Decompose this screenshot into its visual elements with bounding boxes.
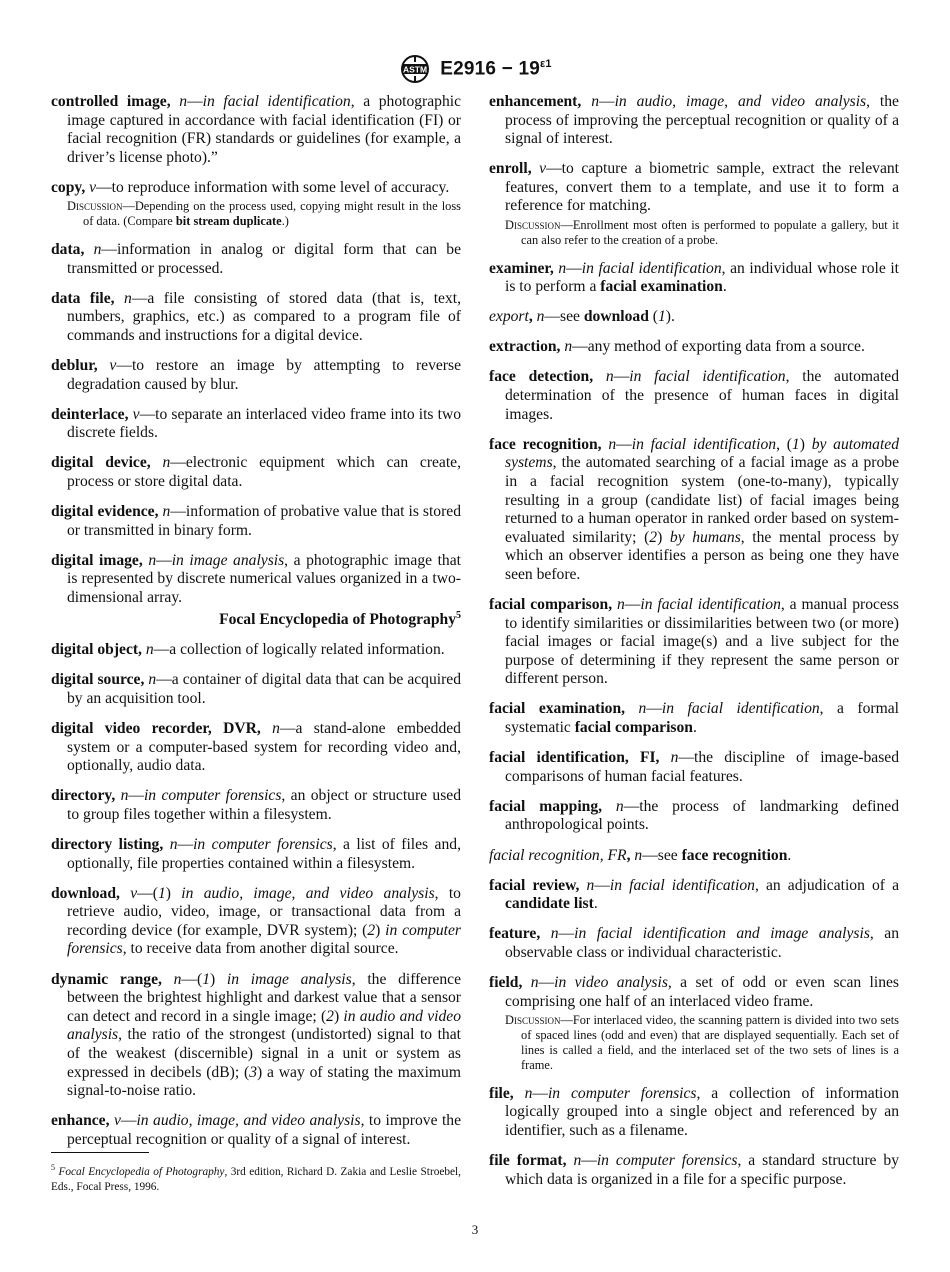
text-run: —a collection of logically related information.: [153, 641, 445, 659]
entry-term: facial review,: [489, 876, 580, 894]
glossary-entry: [489, 1152, 899, 1189]
text-run: —: [581, 1151, 597, 1169]
entry-term: download,: [51, 884, 120, 902]
text-run: —: [613, 368, 630, 386]
text-run: n: [558, 259, 567, 277]
entry-term: facial identification, FI,: [489, 749, 660, 767]
text-run: —to capture a biometric sample, extract the relevant features, convert them to a template, and use it to form a reference for matching.: [505, 160, 899, 215]
text-run: n: [162, 454, 171, 472]
text-run: —information of probative value that is stored or transmitted in binary form.: [67, 503, 461, 539]
text-run: by automated systems: [505, 435, 899, 472]
text-run: —: [128, 787, 144, 805]
glossary-entry: [489, 1085, 899, 1141]
text-run: 3: [249, 1063, 257, 1081]
text-run: —: [120, 1112, 137, 1130]
footnote-marker: 5: [456, 610, 461, 622]
text-run: , an object or structure used to group files together within a filesystem.: [67, 787, 461, 823]
edition-epsilon: ε1: [539, 57, 552, 70]
text-run: Discussion: [67, 199, 123, 214]
glossary-entry: [489, 974, 899, 1073]
text-run: , a set of odd or even scan lines comprising one half of an interlaced video frame.: [505, 973, 899, 1010]
text-run: —Depending on the process used, copying might result in the loss of data. (Compare: [83, 199, 461, 229]
text-run: , a photographic image that is represented by discrete numerical values organized in a two-dimensional array.: [67, 551, 461, 606]
text-run: in audio, image, and video analysis: [614, 93, 867, 110]
glossary-entry: [489, 877, 899, 914]
entry-definition: [505, 974, 899, 1010]
entry-term: digital object,: [51, 641, 142, 659]
text-run: , the ratio of the strongest (undistorted) signal to that of the weakest (discernible) signal in a unit or system as expressed in decibels (dB); (: [67, 1026, 461, 1081]
text-run: —see: [642, 846, 682, 864]
entry-term: facial mapping,: [489, 797, 603, 815]
glossary-entry: [489, 700, 899, 737]
text-run: n: [638, 700, 647, 718]
text-run: in audio, image, and video analysis: [136, 1112, 361, 1130]
text-run: , an adjudication of a: [754, 876, 900, 894]
text-run: —the process of landmarking defined anthropological points.: [505, 797, 899, 834]
text-run: —Enrollment most often is performed to populate a gallery, but it can also refer to the creation of a probe.: [521, 218, 899, 248]
text-run: ): [333, 1007, 344, 1025]
entry-term: enroll,: [489, 160, 532, 178]
entry-term: deblur,: [51, 356, 98, 374]
text-run: —to separate an interlaced video frame into its two discrete fields.: [67, 405, 461, 442]
text-run: —: [532, 1084, 548, 1102]
glossary-entry: [51, 1112, 461, 1149]
glossary-entry: [51, 885, 461, 959]
entry-definition: [564, 338, 865, 355]
text-run: in computer forensics: [596, 1151, 738, 1169]
entry-term: facial examination,: [489, 700, 626, 718]
glossary-entry: [489, 436, 899, 585]
text-run: in facial identification: [661, 700, 820, 718]
glossary-entry: [489, 798, 899, 835]
entry-term: ,: [528, 308, 533, 326]
entry-term: directory listing,: [51, 836, 164, 853]
text-run: .: [593, 895, 598, 913]
text-run: in facial identification: [629, 368, 786, 386]
entry-term: face recognition,: [489, 435, 602, 453]
text-run: ) a way of stating the maximum signal-to-noise ratio.: [67, 1063, 461, 1100]
text-run: facial examination: [600, 278, 723, 296]
text-run: bit stream duplicate: [175, 214, 282, 229]
glossary-entry: [489, 338, 899, 357]
entry-term: directory,: [51, 787, 116, 805]
entry-definition: [146, 641, 445, 658]
glossary-entry: [51, 787, 461, 824]
text-run: n: [634, 846, 643, 864]
text-run: —: [646, 700, 662, 718]
entry-term: face detection,: [489, 368, 594, 386]
text-run: v: [539, 160, 547, 178]
text-run: download: [583, 308, 649, 326]
text-run: by humans: [669, 528, 741, 546]
text-run: 1: [157, 884, 166, 902]
text-run: in computer forensics: [193, 836, 333, 853]
text-run: n: [148, 671, 157, 689]
text-run: —: [566, 259, 582, 277]
text-run: 1: [791, 435, 800, 453]
text-run: ): [799, 435, 812, 453]
glossary-entry: [51, 179, 461, 230]
glossary-entry: [51, 720, 461, 776]
text-run: Focal Encyclopedia of Photography: [58, 1165, 225, 1178]
text-run: in facial identification: [609, 876, 755, 894]
glossary-entry: [51, 503, 461, 540]
text-run: candidate list: [505, 895, 594, 913]
text-run: n: [615, 797, 624, 815]
text-run: .: [692, 719, 697, 737]
text-run: n: [272, 720, 280, 738]
entry-term: digital device,: [51, 454, 151, 472]
text-run: n: [179, 93, 188, 110]
entry-term: file format,: [489, 1151, 567, 1169]
text-run: , 3rd edition, Richard D. Zakia and Leslie Stroebel, Eds., Focal Press, 1996.: [51, 1165, 461, 1194]
text-run: , the difference between the brightest highlight and darkest value that a sensor can detect and record in a single image; (: [67, 970, 461, 1025]
text-run: in video analysis: [554, 973, 668, 991]
text-run: —a stand-alone embedded system or a computer-based system for recording video and, optionally, audio data.: [67, 720, 461, 775]
standard-designation: $E2916 - 19^{\varepsilon 1}$: [440, 57, 552, 80]
text-run: 2: [649, 528, 658, 546]
text-run: n: [605, 368, 614, 386]
entry-definition: [67, 971, 461, 1100]
text-run: , an observable class or individual characteristic.: [505, 925, 899, 961]
text-run: in image analysis: [171, 551, 285, 569]
text-run: ): [657, 528, 670, 546]
footnote-text: [51, 1166, 461, 1194]
text-run: 1: [202, 970, 211, 988]
text-run: —(: [181, 970, 203, 988]
glossary-entry: [489, 260, 899, 297]
text-run: n: [608, 435, 617, 453]
text-run: —see: [544, 308, 584, 326]
glossary-entry: [51, 241, 461, 278]
footnote-marker: 5: [51, 1163, 55, 1172]
entry-definition: [505, 260, 899, 296]
text-run: n: [536, 308, 545, 326]
text-run: .): [281, 214, 289, 229]
entry-definition: [537, 308, 675, 325]
entry-term: deinterlace,: [51, 405, 129, 423]
text-run: —For interlaced video, the scanning pattern is divided into two sets of spaced lines (odd and even) that are displayed sequentially. Each set of lines is called a field, and the interlaced set of the two sets of lines is a frame.: [521, 1013, 899, 1073]
entry-definition: [505, 436, 899, 583]
text-run: n: [124, 289, 132, 307]
text-run: —any method of exporting data from a source.: [572, 338, 865, 356]
text-run: —a container of digital data that can be acquired by an acquisition tool.: [67, 671, 461, 707]
text-run: n: [524, 1084, 533, 1102]
text-run: in computer forensics: [547, 1084, 697, 1102]
text-run: v: [113, 1112, 121, 1130]
text-run: v: [132, 405, 140, 423]
entry-term-italic: export: [489, 308, 529, 326]
astm-logo-icon: [398, 54, 432, 84]
text-run: , a manual process to identify similarities or dissimilarities between two (or more) facial images or facial image(s) and a live subject for the purpose of determining if they represent the same person or different person.: [505, 595, 899, 688]
text-run: —to restore an image by attempting to reverse degradation caused by blur.: [67, 356, 461, 393]
entry-term: data file,: [51, 289, 115, 307]
text-run: , a standard structure by which data is organized in a file for a specific purpose.: [505, 1151, 899, 1188]
text-run: , an individual whose role it is to perform a: [505, 259, 899, 296]
footnote: [51, 1160, 461, 1196]
right-column: [489, 93, 899, 1201]
text-run: n: [162, 503, 171, 520]
text-run: —: [177, 836, 194, 853]
glossary-entry: [489, 847, 899, 866]
text-run: in computer forensics: [143, 787, 282, 805]
text-run: —: [599, 93, 615, 110]
entry-definition: [505, 1085, 899, 1139]
text-run: in facial identification: [581, 259, 722, 277]
text-run: ): [165, 884, 182, 902]
entry-term: digital source,: [51, 671, 145, 689]
text-run: n: [93, 240, 102, 258]
entry-term: enhance,: [51, 1112, 110, 1130]
entry-term: file,: [489, 1084, 514, 1102]
entry-term: examiner,: [489, 259, 554, 277]
glossary-entry: [51, 552, 461, 608]
entry-term: feature,: [489, 925, 541, 943]
entry-term: digital evidence,: [51, 503, 159, 520]
text-run: —: [187, 93, 203, 110]
entry-term: controlled image,: [51, 93, 171, 110]
entry-term: digital image,: [51, 551, 143, 569]
page-number: 3: [471, 1222, 479, 1237]
text-run: —electronic equipment which can create, process or store digital data.: [67, 454, 462, 490]
glossary-entry: [489, 749, 899, 786]
text-run: in computer forensics: [67, 921, 461, 958]
entry-discussion: [505, 218, 899, 248]
entry-definition: [89, 179, 449, 196]
entry-term: digital video recorder, DVR,: [51, 720, 261, 738]
entry-term: data,: [51, 240, 85, 258]
text-run: in image analysis: [226, 970, 352, 988]
text-run: n: [670, 749, 679, 767]
entry-term: copy,: [51, 178, 86, 196]
text-run: n: [586, 876, 595, 894]
entry-definition: [67, 1112, 461, 1148]
text-run: —: [558, 925, 575, 943]
text-run: in audio, image, and video analysis: [181, 884, 435, 902]
text-run: —: [156, 551, 172, 569]
entry-definition: [505, 160, 899, 214]
text-run: —(: [137, 884, 158, 902]
svg-text:ASTM: ASTM: [403, 64, 428, 75]
text-run: , a list of files and, optionally, file properties contained within a filesystem.: [67, 836, 461, 872]
text-run: —a file consisting of stored data (that is, text, numbers, graphics, etc.) as compared to a program file of commands and instructions for a digital device.: [67, 289, 462, 344]
glossary-entry: [51, 836, 461, 873]
text-run: , a collection of information logically grouped into a single object and referenced by an identifier, such as a filename.: [505, 1084, 899, 1139]
text-run: n: [148, 551, 157, 569]
text-run: , the automated determination of the presence of human faces in digital images.: [505, 368, 900, 423]
glossary-entry: [51, 971, 461, 1101]
text-run: —the discipline of image-based comparisons of human facial features.: [505, 749, 899, 785]
glossary-entry: [51, 357, 461, 394]
entry-term: enhancement,: [489, 93, 582, 110]
glossary-entry: [51, 671, 461, 708]
text-run: v: [109, 356, 117, 374]
text-run: Discussion: [505, 1013, 561, 1028]
text-run: —: [616, 435, 632, 453]
text-run: 2: [326, 1007, 334, 1025]
entry-definition: [634, 847, 791, 864]
text-run: , a formal systematic: [505, 700, 899, 737]
entry-definition: [67, 357, 461, 393]
glossary-entry: [51, 641, 461, 660]
glossary-entry: [51, 454, 461, 491]
glossary-entry: [489, 596, 899, 689]
entry-term: facial comparison,: [489, 595, 613, 613]
text-run: , the process of improving the perceptual recognition or quality of a signal of interest.: [505, 93, 899, 148]
text-run: , a photographic image captured in accordance with facial identification (FI) or facial recognition (FR) standards or guidelines (for example, a driver’s license photo).”: [67, 93, 462, 166]
text-run: in facial identification and image analysis: [574, 925, 870, 943]
entry-definition: [67, 885, 461, 958]
text-run: in facial identification: [202, 93, 351, 110]
glossary-entry: [489, 160, 899, 248]
text-run: v: [89, 178, 97, 196]
text-run: v: [130, 884, 138, 902]
text-run: in facial identification: [631, 435, 777, 453]
text-run: 1: [657, 308, 666, 326]
source-title: Focal Encyclopedia of Photography: [219, 611, 456, 629]
text-run: face recognition: [681, 846, 788, 864]
glossary-entry: [489, 925, 899, 962]
entry-discussion: [67, 199, 461, 229]
left-column: [51, 93, 461, 1161]
text-run: , (: [776, 435, 792, 453]
text-run: 2: [367, 921, 376, 939]
text-run: n: [120, 787, 129, 805]
text-run: —information in analog or digital form that can be transmitted or processed.: [67, 240, 461, 277]
text-run: in facial identification: [640, 595, 781, 613]
entry-discussion: [505, 1013, 899, 1073]
text-run: n: [573, 1151, 582, 1169]
text-run: n: [169, 836, 178, 853]
entry-term: ,: [626, 846, 631, 864]
text-run: ): [210, 970, 227, 988]
entry-definition: [67, 787, 461, 823]
glossary-entry: [51, 93, 461, 167]
glossary-entry: [51, 290, 461, 346]
text-run: —: [624, 595, 641, 613]
entry-term: extraction,: [489, 338, 561, 356]
text-run: ).: [665, 308, 675, 326]
entry-definition: [67, 290, 461, 344]
entry-definition: [505, 925, 899, 961]
glossary-entry: [51, 406, 461, 443]
text-run: (: [648, 308, 658, 326]
entry-term: dynamic range,: [51, 970, 162, 988]
footnote-rule: [51, 1152, 149, 1153]
text-run: n: [616, 595, 625, 613]
text-run: n: [591, 93, 599, 110]
text-run: facial comparison: [574, 719, 693, 737]
text-run: , the mental process by which an observer identifies a person as being one they have seen before.: [505, 528, 899, 583]
page-header: [0, 54, 950, 89]
text-run: n: [530, 973, 539, 991]
text-run: n: [550, 925, 559, 943]
glossary-entry: [489, 368, 899, 424]
text-run: Discussion: [505, 218, 561, 233]
text-run: .: [722, 278, 727, 296]
entry-term-italic: facial recognition, FR: [489, 846, 627, 864]
text-run: , to retrieve audio, video, image, or transactional data from a recording device (for example, DVR system); (: [67, 884, 461, 939]
text-run: .: [787, 846, 792, 864]
text-run: , to receive data from another digital source.: [122, 940, 399, 958]
text-run: , the automated searching of a facial image as a probe in a facial recognition system (one-to-many), typically resulting in a group (candidate list) of facial images being returned to a human operator in ranked order based on system-evaluated similarity; (: [505, 454, 899, 546]
entry-definition: [67, 241, 461, 277]
text-run: n: [564, 338, 573, 356]
text-run: —to reproduce information with some level of accuracy.: [96, 178, 450, 196]
text-run: n: [173, 970, 182, 988]
text-run: in audio and video analysis: [67, 1007, 461, 1044]
text-run: , to improve the perceptual recognition or quality of a signal of interest.: [67, 1112, 461, 1148]
text-run: —: [538, 973, 555, 991]
glossary-entry: [489, 308, 899, 327]
text-run: ): [375, 921, 386, 939]
entry-term: field,: [489, 973, 523, 991]
entry-source: [51, 607, 461, 630]
text-run: n: [145, 641, 154, 659]
text-run: —: [594, 876, 610, 894]
glossary-entry: [489, 93, 899, 149]
